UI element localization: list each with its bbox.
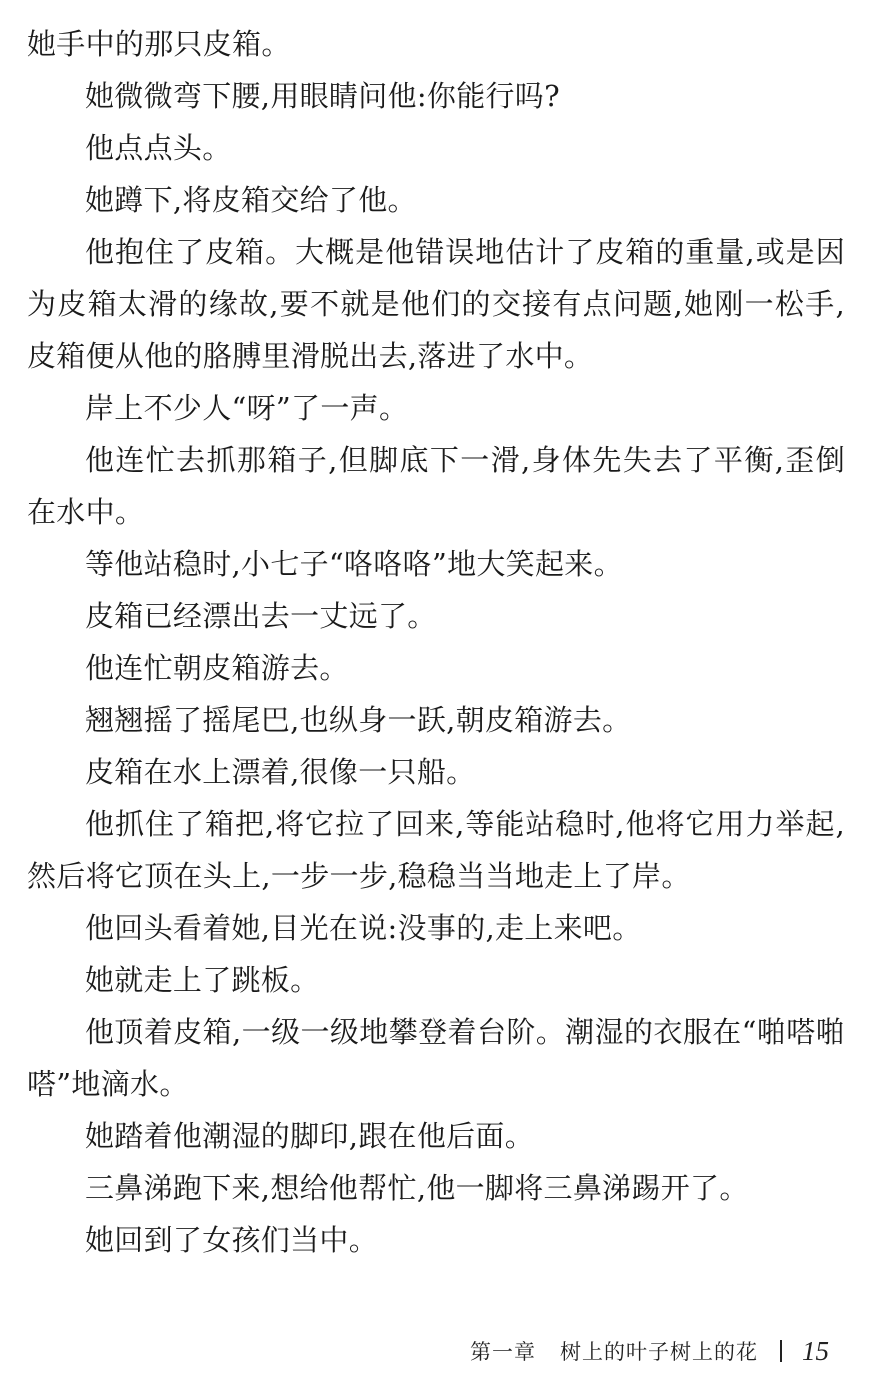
paragraph: 她手中的那只皮箱。 xyxy=(27,27,291,61)
chapter-label: 第一章 xyxy=(470,1340,536,1364)
chapter-title: 树上的叶子树上的花 xyxy=(560,1340,758,1364)
paragraph: 她微微弯下腰,用眼睛问他:你能行吗? xyxy=(85,79,560,113)
footer-divider xyxy=(780,1340,782,1362)
paragraph: 翘翘摇了摇尾巴,也纵身一跃,朝皮箱游去。 xyxy=(85,703,632,737)
paragraph: 他顶着皮箱,一级一级地攀登着台阶。潮湿的衣服在“啪嗒啪嗒”地滴水。 xyxy=(27,1015,845,1101)
page-footer xyxy=(470,1331,850,1371)
paragraph: 她踏着他潮湿的脚印,跟在他后面。 xyxy=(85,1119,535,1153)
paragraph: 皮箱已经漂出去一丈远了。 xyxy=(85,599,437,633)
paragraph: 岸上不少人“呀”了一声。 xyxy=(85,391,409,425)
page-number: 15 xyxy=(802,1335,829,1366)
paragraph: 她就走上了跳板。 xyxy=(85,963,320,997)
paragraph: 他连忙去抓那箱子,但脚底下一滑,身体先失去了平衡,歪倒在水中。 xyxy=(27,443,845,529)
paragraph: 他回头看着她,目光在说:没事的,走上来吧。 xyxy=(85,911,642,945)
paragraph: 他点点头。 xyxy=(85,131,232,165)
paragraph: 他抓住了箱把,将它拉了回来,等能站稳时,他将它用力举起,然后将它顶在头上,一步一步,稳稳当当地走上了岸。 xyxy=(27,807,845,893)
page-body xyxy=(27,18,845,1266)
paragraph: 他抱住了皮箱。大概是他错误地估计了皮箱的重量,或是因为皮箱太滑的缘故,要不就是他们的交接有点问题,她刚一松手,皮箱便从他的胳膊里滑脱出去,落进了水中。 xyxy=(27,235,845,373)
paragraph: 她回到了女孩们当中。 xyxy=(85,1223,379,1257)
paragraph: 三鼻涕跑下来,想给他帮忙,他一脚将三鼻涕踢开了。 xyxy=(85,1171,749,1205)
paragraph: 等他站稳时,小七子“咯咯咯”地大笑起来。 xyxy=(85,547,623,581)
paragraph: 皮箱在水上漂着,很像一只船。 xyxy=(85,755,476,789)
paragraph: 她蹲下,将皮箱交给了他。 xyxy=(85,183,417,217)
paragraph: 他连忙朝皮箱游去。 xyxy=(85,651,349,685)
